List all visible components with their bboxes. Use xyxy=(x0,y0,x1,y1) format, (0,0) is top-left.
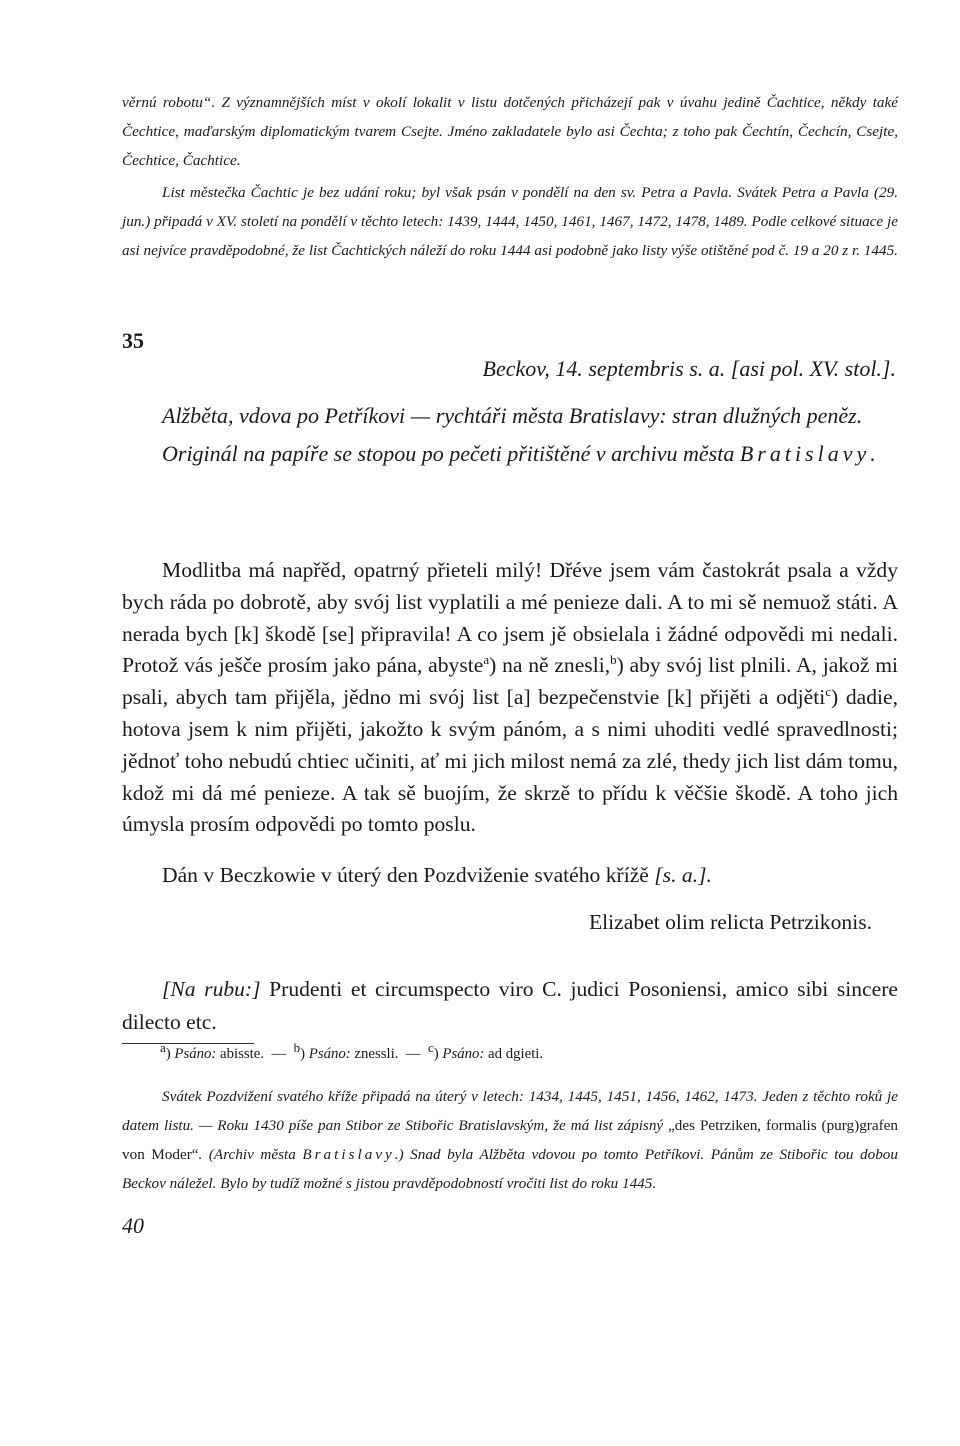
signature: Elizabet olim relicta Petrzikonis. xyxy=(588,910,872,934)
dorsal-label: [Na rubu:] xyxy=(162,977,261,1001)
regest xyxy=(122,398,898,472)
place-and-date: Beckov, 14. septembris s. a. [asi pol. XV. stol.]. xyxy=(482,356,896,381)
page-number: 40 xyxy=(122,1213,144,1238)
commentary-quote: „des Petrziken, formalis (purg)grafen von Moder“ xyxy=(122,1117,898,1163)
intro-paragraph-1: věrnú robotu“. Z významnějších míst v okolí lokalit v listu dotčených přicházejí pak v úvahu jedině Čachtice, někdy také Čechtice, maďarským diplomatickým tvarem Csejte. Jméno zakladatele bylo asi Čechta; z toho pak Čechtín, Čechcín, Csejte, Čechtice, Čachtice. xyxy=(122,94,898,169)
letter-body-part-2: ) na ně znesli, xyxy=(489,653,611,678)
dating-editor-note: [s. a.]. xyxy=(654,863,712,887)
footnote-b: $^b$) Psáno: znessli. xyxy=(293,1040,399,1062)
footnote-a: $^a$) Psáno: abisste. xyxy=(160,1040,265,1062)
dating-text: Dán v Beczkowie v úterý den Pozdviženie svatého křížě xyxy=(162,863,655,887)
source-note-text: Originál na papíře se stopou po pečeti přitištěné v archivu města xyxy=(162,441,740,466)
source-note-end: . xyxy=(870,441,876,466)
footnote-c: $^c$) Psáno: ad dgieti. xyxy=(428,1040,544,1062)
footnote-a-text: abisste. xyxy=(220,1046,265,1062)
source-archive-city: Bratislavy xyxy=(739,441,871,466)
letter-body-part-3: ) aby svój list plnili. A, jakož mi psali, abych tam přijěla, jědno mi svój list [a] bezpečenstvie [k] přijěti a odjěti xyxy=(122,653,899,710)
dorsal-text: Prudenti et circumspecto viro C. judici Posoniensi, amico sibi sincere dilecto etc. xyxy=(122,977,898,1034)
footnote-mark-b: b xyxy=(610,652,617,668)
footnote-c-mark: c xyxy=(428,1040,434,1056)
footnote-separator xyxy=(122,1043,254,1044)
letter-dating xyxy=(122,863,898,888)
footnote-a-label: Psáno: xyxy=(174,1046,217,1062)
intro-paragraph-2: List městečka Čachtic je bez udání roku; byl však psán v pondělí na den sv. Petra a Pavla. Svátek Petra a Pavla (29. jun.) připadá v XV. století na pondělí v těchto letech: 1439, 1444, 1450, 1461, 1467, 1472, 1478, 1489. Podle celkové situace je asi nejvíce pravděpodobné, že list Čachtických náleží do roku 1444 asi podobně jako listy výše otištěné pod č. 19 a 20 z r. 1445. xyxy=(122,184,898,259)
footnote-mark-a: a xyxy=(483,652,490,668)
document-number: 35 xyxy=(122,328,144,353)
footnote-c-label: Psáno: xyxy=(442,1046,485,1062)
footnote-dash-1: — xyxy=(271,1046,287,1062)
footnotes xyxy=(160,1040,544,1063)
footnote-b-mark: b xyxy=(293,1040,301,1056)
footnote-b-label: Psáno: xyxy=(308,1046,351,1062)
letter-text xyxy=(122,555,898,841)
footnote-dash-2: — xyxy=(405,1046,421,1062)
footnote-c-text: ad dgieti. xyxy=(488,1046,544,1062)
footnote-b-text: znessli. xyxy=(354,1046,399,1062)
commentary-archive-city: Bratislavy xyxy=(302,1146,395,1163)
intro-commentary xyxy=(122,88,898,265)
footnote-mark-c: c xyxy=(825,684,832,699)
dorsal-address xyxy=(122,973,898,1039)
letter-body-part-4: ) dadie, hotova jsem k nim přijěti, jakožto k svým pánóm, a s nimi uhoditi vedlé spravedlnosti; jědnoť toho nebudú chtiec učiniti, ať mi jich milost nemá za zlé, thedy jich list dám tomu, kdož mi dá mé penieze. A tak sě buojím, že skrzě to přídu k věčšie škodě. A toho jich úmysla prosím odpovědi po tomto poslu. xyxy=(122,685,898,837)
footnote-a-mark: a xyxy=(160,1040,166,1056)
letter-body xyxy=(122,555,898,841)
source-note xyxy=(122,436,898,472)
document-commentary xyxy=(122,1082,898,1198)
commentary-part-3: .) Snad byla Alžběta vdovou po tomto Petříkovi. Pánům ze Stibořic tou dobou Beckov náležel. Bylo by tudíž možné s jistou pravděpodobností vročiti list do roku 1445. xyxy=(122,1146,898,1192)
regest-summary: Alžběta, vdova po Petříkovi — rychtáři města Bratislavy: stran dlužných peněz. xyxy=(162,403,863,428)
commentary-part-2: . (Archiv města xyxy=(198,1146,303,1163)
letter-body-part-1: Modlitba má napřěd, opatrný přieteli milý! Dřéve jsem vám častokrát psala a vždy bych ráda po dobrotě, aby svój list vyplatili a mé penieze dali. A to mi sě nemuož státi. A nerada bych [k] škodě [se] připravila! A co jsem jě obsielala i žádné odpovědi mi nedali. Protož vás ješče prosím jako pána, abyste xyxy=(122,558,898,678)
commentary-part-1: Svátek Pozdvižení svatého kříže připadá na úterý v letech: 1434, 1445, 1451, 1456, 1462, 1473. Jeden z těchto roků je datem listu. — Roku 1430 píše pan Stibor ze Stibořic Bratislavským, že má list zápisný xyxy=(122,1088,898,1134)
